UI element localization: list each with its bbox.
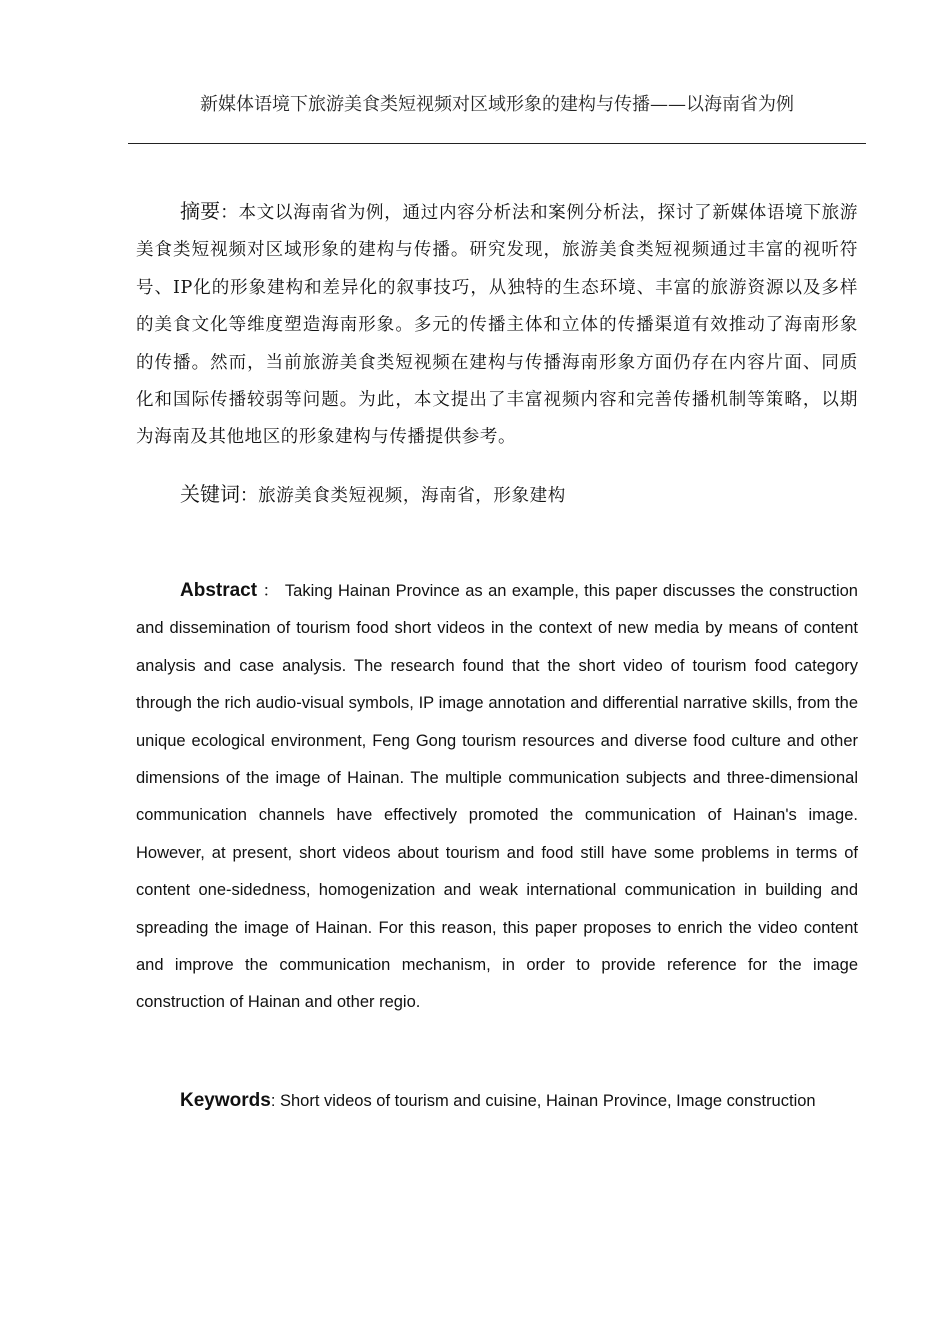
chinese-keywords-separator: ： — [240, 486, 259, 506]
english-keywords — [180, 1084, 880, 1118]
english-keywords-label: Keywords — [180, 1090, 271, 1111]
chinese-keywords-text: 旅游美食类短视频，海南省，形象建构 — [258, 486, 566, 506]
chinese-abstract-text: 本文以海南省为例，通过内容分析法和案例分析法，探讨了新媒体语境下旅游美食类短视频对区域形象的建构与传播。研究发现，旅游美食类短视频通过丰富的视听符号、IP化的形象建构和差异化的叙事技巧，从独特的生态环境、丰富的旅游资源以及多样的美食文化等维度塑造海南形象。多元的传播主体和立体的传播渠道有效推动了海南形象的传播。然而，当前旅游美食类短视频在建构与传播海南形象方面仍存在内容片面、同质化和国际传播较弱等问题。为此，本文提出了丰富视频内容和完善传播机制等策略，以期为海南及其他地区的形象建构与传播提供参考。 — [136, 203, 858, 448]
chinese-abstract-separator: ： — [220, 203, 239, 223]
chinese-keywords-label: 关键词 — [180, 482, 240, 506]
chinese-abstract — [136, 193, 858, 457]
chinese-abstract-label: 摘要 — [180, 199, 221, 223]
english-abstract — [136, 572, 858, 1022]
english-abstract-separator: ： — [257, 582, 285, 600]
english-abstract-text: Taking Hainan Province as an example, this paper discusses the construction and dissemination of tourism food short videos in the context of new media by means of content analysis and case analysis. The research found that the short video of tourism food category through the rich audio-visual symbols, IP image annotation and differential narrative skills, from the unique ecological environment, Feng Gong tourism resources and diverse food culture and other dimensions of the image of Hainan. The multiple communication subjects and three-dimensional communication channels have effectively promoted the communication of Hainan's image. However, at present, short videos about tourism and food still have some problems in terms of content one-sidedness, homogenization and weak international communication in building and spreading the image of Hainan. For this reason, this paper proposes to enrich the video content and improve the communication mechanism, in order to provide reference for the image construction of Hainan and other regio. — [136, 582, 858, 1012]
english-keywords-separator: : — [270, 1092, 280, 1110]
chinese-keywords — [180, 477, 860, 513]
header-divider — [128, 143, 866, 144]
english-abstract-label: Abstract — [180, 580, 258, 601]
running-header-title: 新媒体语境下旅游美食类短视频对区域形象的建构与传播——以海南省为例 — [200, 94, 794, 115]
english-keywords-text: Short videos of tourism and cuisine, Hainan Province, Image construction — [279, 1092, 816, 1110]
